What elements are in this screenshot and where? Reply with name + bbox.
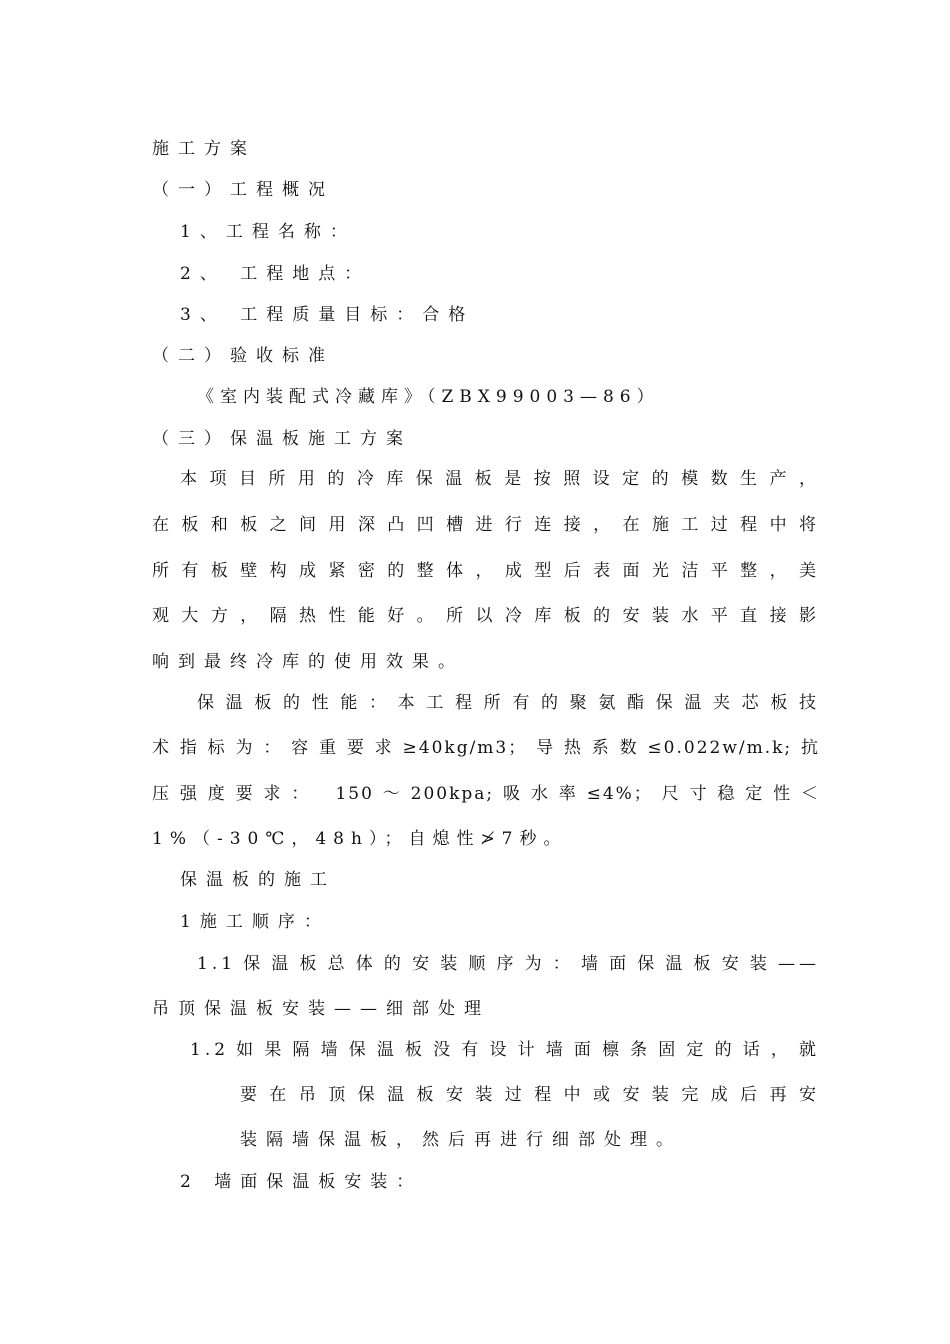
document-title: 施工方案	[152, 139, 256, 159]
paragraph-line: 观大方，隔热性能好。所以冷库板的安装水平直接影	[152, 606, 820, 626]
paragraph-line: 在板和板之间用深凸凹槽进行连接，在施工过程中将	[152, 515, 820, 535]
section-heading-overview: （一）工程概况	[152, 180, 334, 200]
paragraph-line: 压强度要求： 150～200kpa;吸水率≤4%；尺寸稳定性＜	[152, 784, 820, 804]
step-1-2-line: 要在吊顶保温板安装过程中或安装完成后再安	[240, 1085, 820, 1105]
paragraph-line: 响到最终冷库的使用效果。	[152, 652, 464, 672]
paragraph-line: 保温板的性能：本工程所有的聚氨酯保温夹芯板技	[197, 693, 820, 713]
step-2-wall-panels: 2 墙面保温板安装：	[180, 1172, 423, 1192]
step-1-2-line: 装隔墙保温板，然后再进行细部处理。	[240, 1130, 682, 1150]
paragraph-line: 本项目所用的冷库保温板是按照设定的模数生产，	[180, 469, 820, 489]
paragraph-line: 所有板壁构成紧密的整体，成型后表面光洁平整，美	[152, 561, 820, 581]
item-project-location: 2、 工程地点：	[180, 264, 371, 284]
paragraph-line: 1%（-30℃，48h）；自熄性≯7秒。	[152, 829, 568, 849]
step-1-sequence: 1施工顺序：	[180, 912, 330, 932]
item-quality-goal: 3、 工程质量目标：合格	[180, 305, 475, 325]
section-heading-acceptance: （二）验收标准	[152, 346, 334, 366]
paragraph-line: 术指标为：容重要求≥40kg/m3；导热系数≤0.022w/m.k;抗	[152, 738, 820, 758]
step-1-1-line: 1.1保温板总体的安装顺序为：墙面保温板安装——	[197, 954, 820, 974]
section-heading-panel-plan: （三）保温板施工方案	[152, 429, 412, 449]
subheading-panel-construction: 保温板的施工	[180, 870, 336, 890]
item-project-name: 1、工程名称：	[180, 222, 356, 242]
step-1-2-line: 1.2如果隔墙保温板没有设计墙面檩条固定的话，就	[190, 1040, 820, 1060]
acceptance-standard: 《室内装配式冷藏库》（ZBX99003—86）	[197, 387, 660, 407]
step-1-1-line: 吊顶保温板安装——细部处理	[152, 999, 490, 1019]
